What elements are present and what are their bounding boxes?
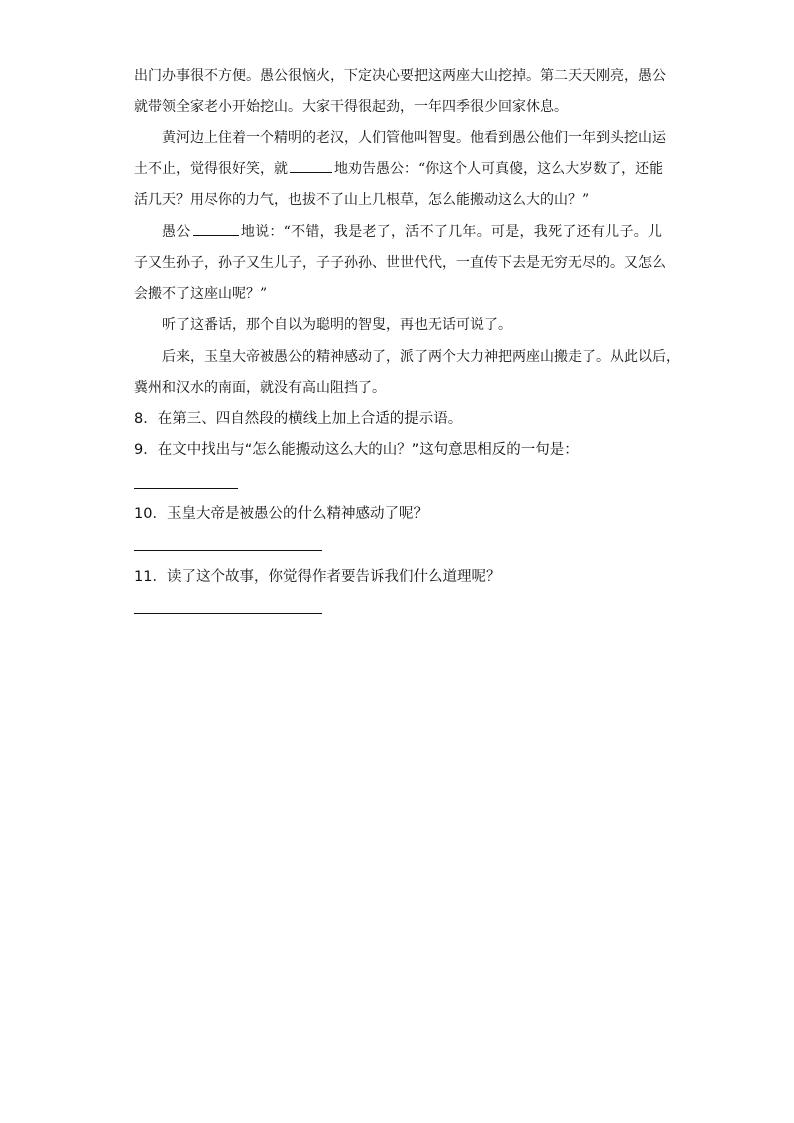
question-10: 10．玉皇大帝是被愚公的什么精神感动了呢？ [134,506,428,522]
answer-line-q9[interactable] [134,488,238,489]
passage-line: 子又生孙子，孙子又生儿子，子子孙孙、世世代代，一直传下去是无穷无尽的。又怎么 [134,255,666,271]
question-9: 9．在文中找出与“怎么能搬动这么大的山？”这句意思相反的一句是： [134,442,579,458]
fill-in-blank[interactable] [193,234,239,236]
passage-line-with-blank [134,159,662,179]
question-11: 11．读了这个故事，你觉得作者要告诉我们什么道理呢？ [134,569,501,585]
answer-line-q10[interactable] [134,550,322,551]
passage-line-with-blank [162,222,662,242]
answer-line-q11[interactable] [134,613,322,614]
passage-line: 听了这番话，那个自以为聪明的智叟，再也无话可说了。 [162,317,512,333]
fill-in-blank[interactable] [290,171,332,173]
passage-line: 后来，玉皇大帝被愚公的精神感动了，派了两个大力神把两座山搬走了。从此以后， [162,349,680,365]
passage-text: 地说：“不错，我是老了，活不了几年。可是，我死了还有儿子。儿 [240,224,663,240]
passage-line: 就带领全家老小开始挖山。大家干得很起劲，一年四季很少回家休息。 [134,99,568,115]
passage-line: 活几天？用尽你的力气，也拔不了山上几根草，怎么能搬动这么大的山？” [134,192,590,208]
passage-text: 愚公 [162,224,191,240]
passage-text: 土不止，觉得很好笑，就 [134,161,288,177]
passage-line: 黄河边上住着一个精明的老汉，人们管他叫智叟。他看到愚公他们一年到头挖山运 [162,130,666,146]
passage-line: 冀州和汉水的南面，就没有高山阻挡了。 [134,380,386,396]
question-8: 8．在第三、四自然段的横线上加上合适的提示语。 [134,411,463,427]
passage-line: 会搬不了这座山呢？” [134,286,268,302]
passage-text: 地劝告愚公：“你这个人可真傻，这么大岁数了，还能 [334,161,664,177]
passage-line: 出门办事很不方便。愚公很恼火，下定决心要把这两座大山挖掉。第二天天刚亮，愚公 [134,68,666,84]
